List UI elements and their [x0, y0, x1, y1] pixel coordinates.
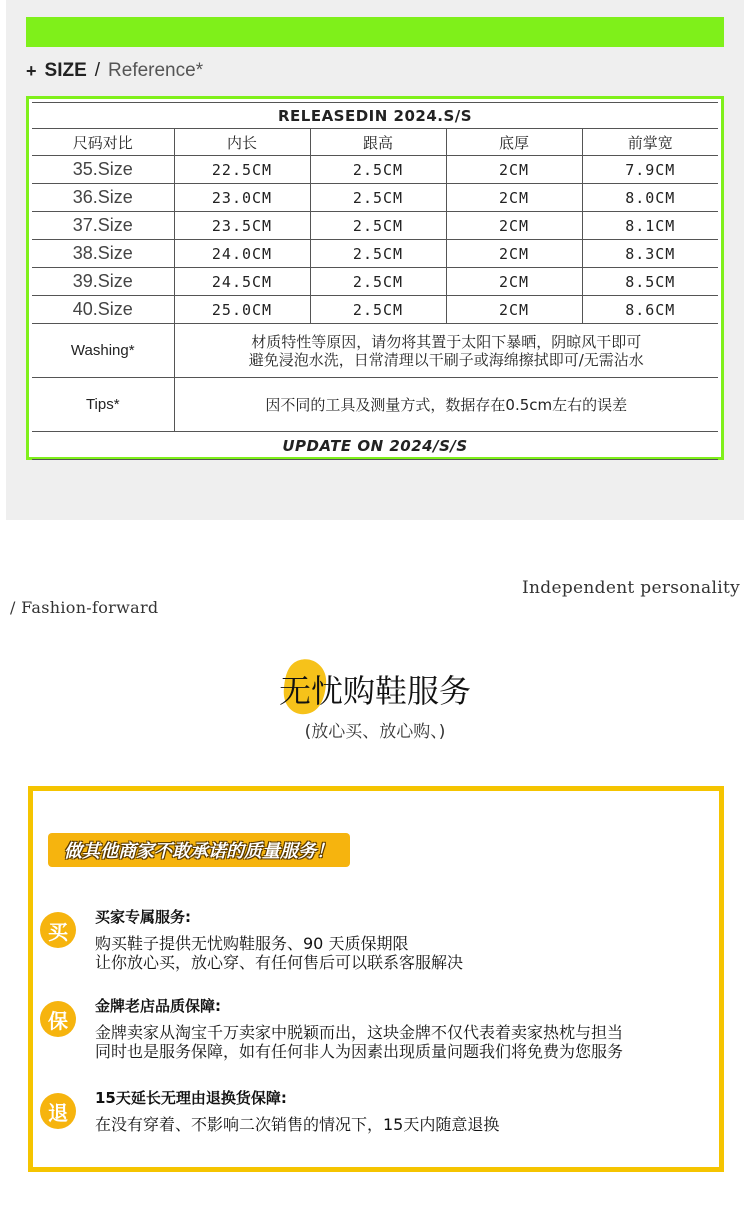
row-size: 36.Size	[32, 184, 174, 212]
table-row	[32, 240, 718, 268]
service-item-line: 金牌卖家从淘宝千万卖家中脱颖而出，这块金牌不仅代表着卖家热枕与担当	[95, 1023, 624, 1042]
fashion-tagline: / Fashion-forward	[10, 598, 159, 617]
quality-banner-text: 做其他商家不敢承诺的质量服务！	[64, 841, 334, 862]
row-heel-height: 2.5CM	[310, 296, 446, 324]
row-size: 35.Size	[32, 156, 174, 184]
header-forefoot-width: 前掌宽	[582, 129, 718, 156]
tips-note: 因不同的工具及测量方式，数据存在0.5cm左右的误差	[174, 378, 718, 432]
row-heel-height: 2.5CM	[310, 268, 446, 296]
row-heel-height: 2.5CM	[310, 212, 446, 240]
plus-icon: +	[26, 60, 37, 81]
green-header-bar	[26, 17, 724, 47]
row-inner-length: 23.5CM	[174, 212, 310, 240]
row-sole-thickness: 2CM	[446, 212, 582, 240]
row-sole-thickness: 2CM	[446, 184, 582, 212]
row-inner-length: 25.0CM	[174, 296, 310, 324]
service-item-title: 15天延长无理由退换货保障:	[95, 1089, 287, 1107]
size-label: SIZE	[44, 60, 87, 81]
row-inner-length: 24.5CM	[174, 268, 310, 296]
row-sole-thickness: 2CM	[446, 268, 582, 296]
table-row	[32, 156, 718, 184]
table-row	[32, 268, 718, 296]
row-size: 37.Size	[32, 212, 174, 240]
service-item-title: 买家专属服务:	[95, 908, 191, 926]
guarantee-icon: 保	[40, 1001, 76, 1037]
row-forefoot-width: 7.9CM	[582, 156, 718, 184]
reference-label: Reference*	[108, 60, 204, 81]
header-inner-length: 内长	[174, 129, 310, 156]
row-forefoot-width: 8.3CM	[582, 240, 718, 268]
row-size: 38.Size	[32, 240, 174, 268]
washing-row	[32, 324, 718, 378]
washing-line-1: 材质特性等原因，请勿将其置于太阳下暴晒，阴晾风干即可	[251, 332, 642, 351]
row-forefoot-width: 8.1CM	[582, 212, 718, 240]
service-item-line: 同时也是服务保障，如有任何非人为因素出现质量问题我们将免费为您服务	[95, 1042, 624, 1061]
row-heel-height: 2.5CM	[310, 156, 446, 184]
row-forefoot-width: 8.5CM	[582, 268, 718, 296]
row-sole-thickness: 2CM	[446, 156, 582, 184]
size-table-frame	[26, 96, 724, 460]
row-forefoot-width: 8.0CM	[582, 184, 718, 212]
row-inner-length: 23.0CM	[174, 184, 310, 212]
row-heel-height: 2.5CM	[310, 240, 446, 268]
row-size: 39.Size	[32, 268, 174, 296]
washing-line-2: 避免浸泡水洗，日常清理以干刷子或海绵擦拭即可/无需沾水	[248, 350, 644, 369]
header-heel-height: 跟高	[310, 129, 446, 156]
size-heading	[26, 58, 203, 84]
row-sole-thickness: 2CM	[446, 296, 582, 324]
table-title: RELEASEDIN 2024.S/S	[32, 103, 718, 129]
row-inner-length: 24.0CM	[174, 240, 310, 268]
service-item-title: 金牌老店品质保障:	[95, 997, 221, 1015]
tips-row	[32, 378, 718, 432]
service-item-line: 购买鞋子提供无忧购鞋服务、90 天质保期限	[95, 934, 409, 953]
row-forefoot-width: 8.6CM	[582, 296, 718, 324]
table-row	[32, 212, 718, 240]
buy-icon: 买	[40, 912, 76, 948]
header-size: 尺码对比	[32, 129, 174, 156]
row-size: 40.Size	[32, 296, 174, 324]
service-subtitle: (放心买、放心购、)	[304, 722, 446, 742]
update-footer: UPDATE ON 2024/S/S	[32, 432, 718, 460]
washing-label: Washing*	[32, 324, 174, 378]
service-item-line: 在没有穿着、不影响二次销售的情况下，15天内随意退换	[95, 1115, 500, 1134]
service-title: 无忧购鞋服务	[278, 672, 471, 710]
row-heel-height: 2.5CM	[310, 184, 446, 212]
service-item-line: 让你放心买，放心穿、有任何售后可以联系客服解决	[95, 953, 464, 972]
header-sole-thickness: 底厚	[446, 129, 582, 156]
table-header-row	[32, 129, 718, 156]
washing-note	[174, 324, 718, 378]
table-row	[32, 184, 718, 212]
table-row	[32, 296, 718, 324]
independent-tagline: Independent personality	[522, 578, 740, 598]
size-table	[32, 102, 718, 460]
tips-label: Tips*	[32, 378, 174, 432]
return-icon: 退	[40, 1093, 76, 1129]
slash-divider: /	[94, 60, 101, 81]
row-sole-thickness: 2CM	[446, 240, 582, 268]
row-inner-length: 22.5CM	[174, 156, 310, 184]
quality-banner	[48, 833, 350, 867]
